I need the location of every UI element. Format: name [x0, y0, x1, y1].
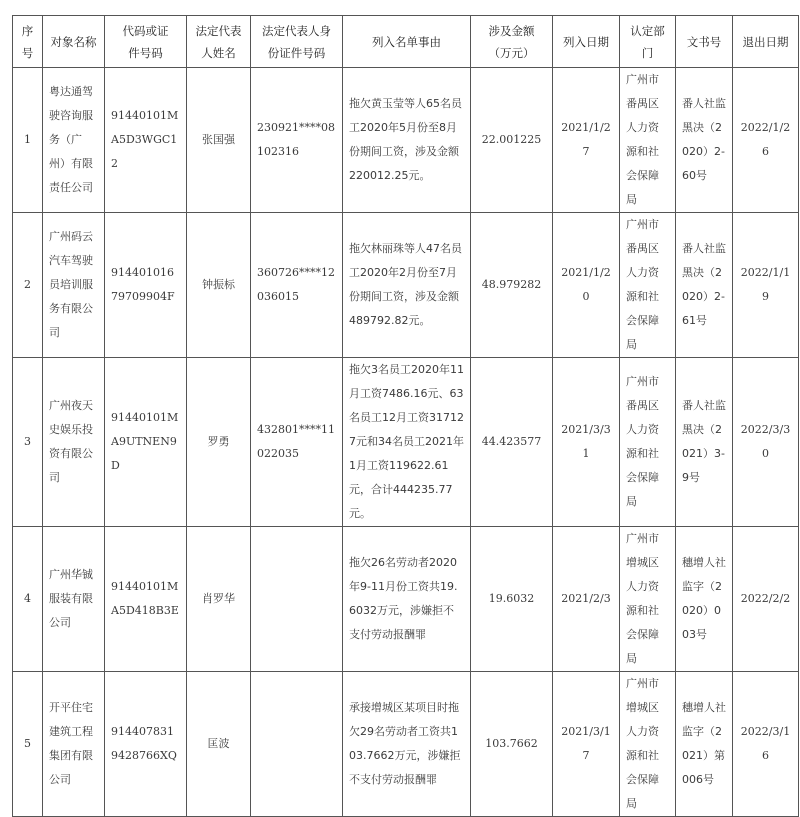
cell-rep: 钟振标 — [187, 213, 251, 358]
cell-seq: 1 — [13, 68, 43, 213]
cell-reason: 拖欠黄玉莹等人65名员工2020年5月份至8月份期间工资，涉及金额220012.25元。 — [343, 68, 471, 213]
cell-code: 91440101MA9UTNEN9D — [105, 358, 187, 527]
cell-dept: 广州市番禺区人力资源和社会保障局 — [620, 213, 676, 358]
cell-name: 粤达通驾驶咨询服务（广州）有限责任公司 — [43, 68, 105, 213]
cell-rep-id: 360726****12036015 — [251, 213, 343, 358]
cell-rep-id — [251, 672, 343, 817]
cell-rep-id — [251, 527, 343, 672]
cell-code: 91440101MA5D3WGC12 — [105, 68, 187, 213]
cell-seq: 3 — [13, 358, 43, 527]
table-header-row — [13, 16, 799, 68]
header-doc-no: 文书号 — [676, 16, 733, 68]
blacklist-table — [12, 15, 799, 817]
cell-amount: 48.979282 — [471, 213, 553, 358]
cell-list-date: 2021/3/31 — [553, 358, 620, 527]
cell-code: 91440101679709904F — [105, 213, 187, 358]
header-dept: 认定部门 — [620, 16, 676, 68]
cell-amount: 103.7662 — [471, 672, 553, 817]
header-rep-id: 法定代表人身份证件号码 — [251, 16, 343, 68]
cell-doc-no: 穗增人社监字（2021）第006号 — [676, 672, 733, 817]
cell-exit-date: 2022/1/19 — [733, 213, 799, 358]
cell-dept: 广州市增城区人力资源和社会保障局 — [620, 527, 676, 672]
cell-exit-date: 2022/1/26 — [733, 68, 799, 213]
cell-doc-no: 番人社监黑决（2021）3-9号 — [676, 358, 733, 527]
table-row — [13, 68, 799, 213]
cell-rep: 匡波 — [187, 672, 251, 817]
header-name: 对象名称 — [43, 16, 105, 68]
cell-name: 开平住宅建筑工程集团有限公司 — [43, 672, 105, 817]
cell-doc-no: 番人社监黑决（2020）2-60号 — [676, 68, 733, 213]
header-seq: 序号 — [13, 16, 43, 68]
cell-seq: 5 — [13, 672, 43, 817]
cell-exit-date: 2022/3/30 — [733, 358, 799, 527]
header-exit-date: 退出日期 — [733, 16, 799, 68]
cell-rep: 罗勇 — [187, 358, 251, 527]
cell-amount: 22.001225 — [471, 68, 553, 213]
table-row — [13, 672, 799, 817]
table-row — [13, 527, 799, 672]
header-list-date: 列入日期 — [553, 16, 620, 68]
cell-doc-no: 穗增人社监字（2020）003号 — [676, 527, 733, 672]
cell-reason: 承接增城区某项目时拖欠29名劳动者工资共103.7662万元，涉嫌拒不支付劳动报酬罪 — [343, 672, 471, 817]
cell-exit-date: 2022/3/16 — [733, 672, 799, 817]
cell-dept: 广州市番禺区人力资源和社会保障局 — [620, 358, 676, 527]
cell-dept: 广州市番禺区人力资源和社会保障局 — [620, 68, 676, 213]
header-rep: 法定代表人姓名 — [187, 16, 251, 68]
cell-rep-id: 432801****11022035 — [251, 358, 343, 527]
cell-rep-id: 230921****08102316 — [251, 68, 343, 213]
cell-reason: 拖欠3名员工2020年11月工资7486.16元、63名员工12月工资317127元和34名员工2021年1月工资119622.61元，合计444235.77元。 — [343, 358, 471, 527]
cell-doc-no: 番人社监黑决（2020）2-61号 — [676, 213, 733, 358]
cell-name: 广州夜天史娱乐投资有限公司 — [43, 358, 105, 527]
cell-rep: 肖罗华 — [187, 527, 251, 672]
cell-exit-date: 2022/2/2 — [733, 527, 799, 672]
header-amount: 涉及金额（万元） — [471, 16, 553, 68]
cell-rep: 张国强 — [187, 68, 251, 213]
cell-code: 9144078319428766XQ — [105, 672, 187, 817]
cell-list-date: 2021/1/20 — [553, 213, 620, 358]
cell-list-date: 2021/3/17 — [553, 672, 620, 817]
cell-code: 91440101MA5D418B3E — [105, 527, 187, 672]
cell-amount: 44.423577 — [471, 358, 553, 527]
header-reason: 列入名单事由 — [343, 16, 471, 68]
cell-dept: 广州市增城区人力资源和社会保障局 — [620, 672, 676, 817]
cell-reason: 拖欠林丽珠等人47名员工2020年2月份至7月份期间工资，涉及金额489792.82元。 — [343, 213, 471, 358]
cell-seq: 4 — [13, 527, 43, 672]
cell-name: 广州码云汽车驾驶员培训服务有限公司 — [43, 213, 105, 358]
cell-seq: 2 — [13, 213, 43, 358]
table-row — [13, 358, 799, 527]
cell-reason: 拖欠26名劳动者2020年9-11月份工资共19.6032万元，涉嫌拒不支付劳动报酬罪 — [343, 527, 471, 672]
cell-name: 广州华铖服装有限公司 — [43, 527, 105, 672]
cell-amount: 19.6032 — [471, 527, 553, 672]
cell-list-date: 2021/2/3 — [553, 527, 620, 672]
table-row — [13, 213, 799, 358]
cell-list-date: 2021/1/27 — [553, 68, 620, 213]
header-code: 代码或证件号码 — [105, 16, 187, 68]
